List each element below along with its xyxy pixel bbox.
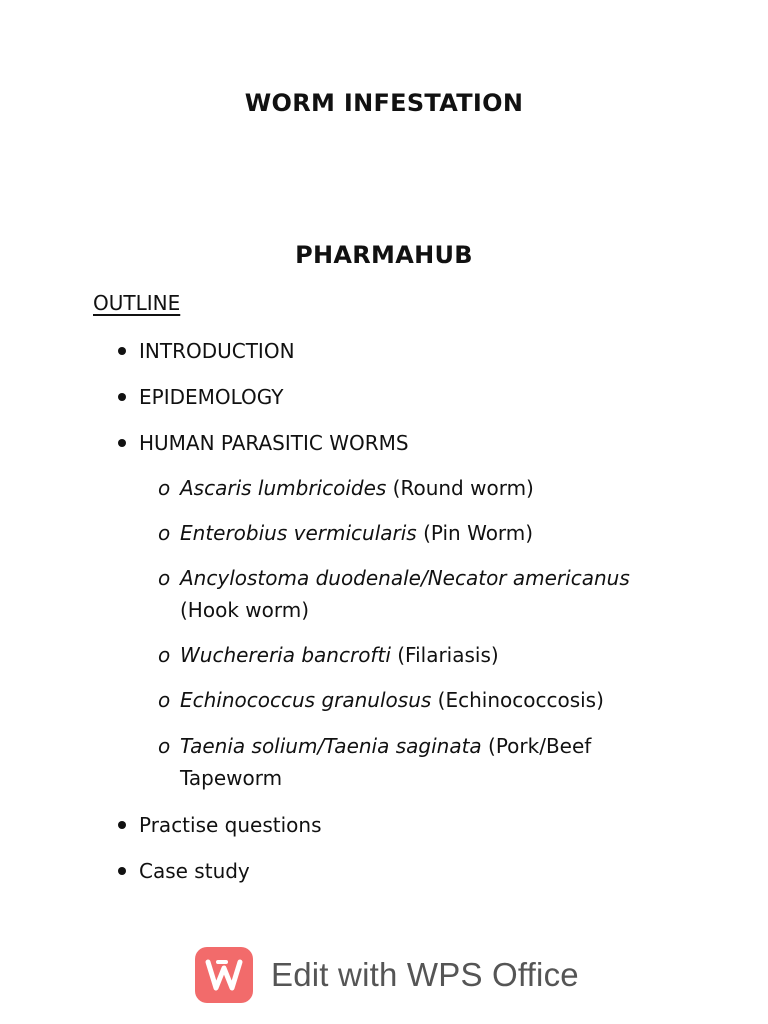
sub-bullet-marker: o <box>158 521 171 545</box>
worm-common-name: (Pork/Beef Tapeworm <box>180 734 592 790</box>
sub-list-item <box>158 472 680 504</box>
worm-scientific-name: Taenia solium/Taenia saginata <box>180 734 482 758</box>
sub-bullet-marker: o <box>158 643 171 667</box>
sub-list-item <box>158 684 680 716</box>
worm-scientific-name: Ascaris lumbricoides <box>180 476 387 500</box>
worm-common-name: (Pin Worm) <box>416 521 534 545</box>
bullet-icon <box>118 393 126 401</box>
list-item-text: INTRODUCTION <box>139 339 295 363</box>
list-item <box>118 381 284 413</box>
sub-list-item <box>158 639 680 671</box>
list-item-text: EPIDEMOLOGY <box>139 385 284 409</box>
list-item <box>118 335 295 367</box>
list-item-text: Case study <box>139 859 250 883</box>
worm-scientific-name: Ancylostoma duodenale/Necator americanus <box>180 566 630 590</box>
list-item-text: HUMAN PARASITIC WORMS <box>139 431 409 455</box>
sub-bullet-marker: o <box>158 476 171 500</box>
sub-bullet-marker: o <box>158 566 171 590</box>
worm-scientific-name: Echinococcus granulosus <box>180 688 432 712</box>
document-subtitle: PHARMAHUB <box>295 241 473 269</box>
list-item <box>118 855 250 887</box>
bullet-icon <box>118 439 126 447</box>
worm-common-name: (Filariasis) <box>390 643 499 667</box>
document-title: WORM INFESTATION <box>244 89 524 117</box>
outline-heading: OUTLINE <box>93 291 181 315</box>
wps-logo-icon[interactable] <box>195 947 253 1003</box>
list-item <box>118 809 322 841</box>
list-item-text: Practise questions <box>139 813 322 837</box>
worm-scientific-name: Wuchereria bancrofti <box>180 643 391 667</box>
worm-common-name: (Round worm) <box>386 476 534 500</box>
sub-list-item <box>158 517 680 549</box>
wps-edit-label[interactable]: Edit with WPS Office <box>271 956 579 993</box>
bullet-icon <box>118 821 126 829</box>
sub-bullet-marker: o <box>158 688 171 712</box>
wps-edit-banner[interactable] <box>195 946 579 1004</box>
sub-list-item <box>158 562 680 626</box>
sub-bullet-marker: o <box>158 734 171 758</box>
sub-list-item <box>158 730 680 794</box>
bullet-icon <box>118 867 126 875</box>
bullet-icon <box>118 347 126 355</box>
list-item <box>118 427 409 459</box>
worm-common-name: (Hook worm) <box>180 598 310 622</box>
worm-common-name: (Echinococcosis) <box>431 688 604 712</box>
worm-scientific-name: Enterobius vermicularis <box>180 521 417 545</box>
